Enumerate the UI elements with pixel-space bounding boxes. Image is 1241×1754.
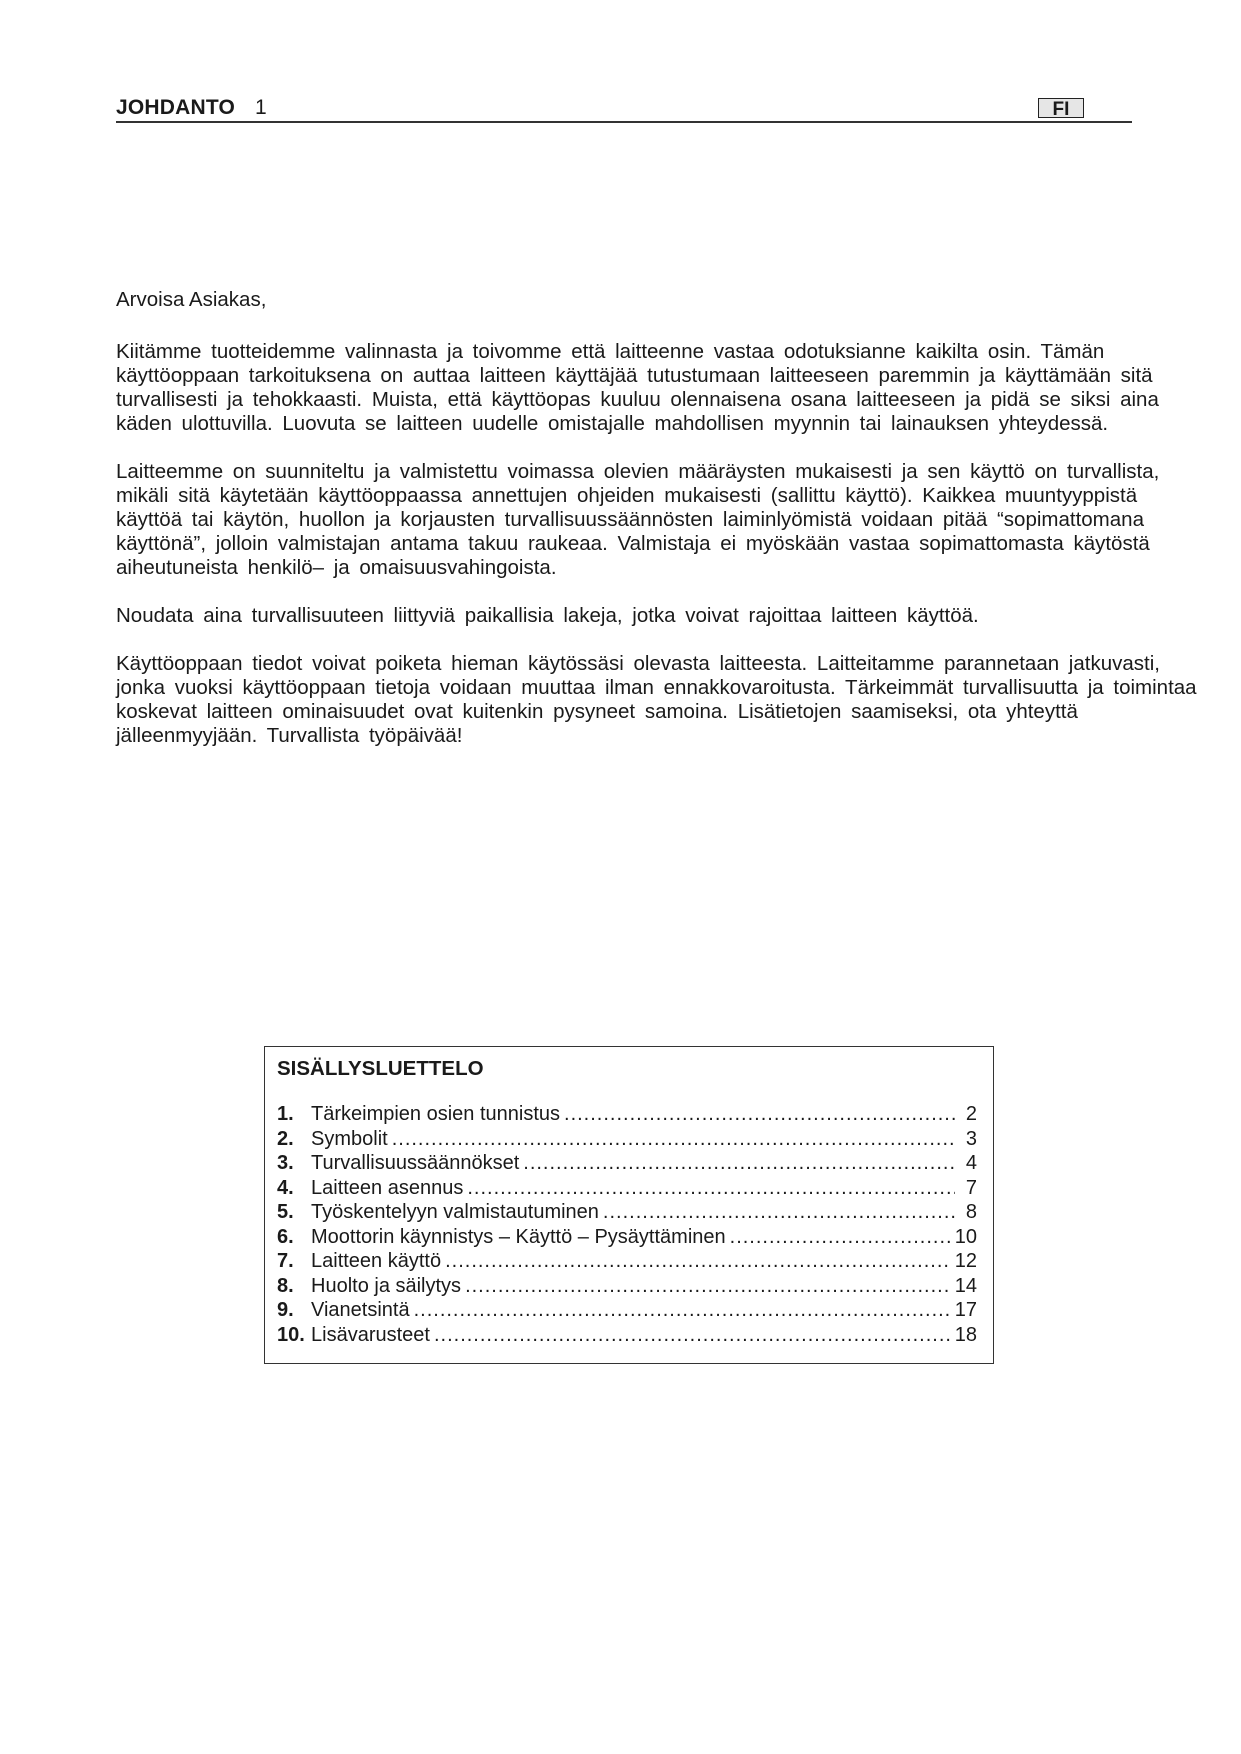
toc-title: SISÄLLYSLUETTELO <box>277 1057 484 1080</box>
toc-entry-page: 18 <box>954 1323 977 1346</box>
toc-entry-2[interactable] <box>277 1128 977 1153</box>
toc-entry-page: 7 <box>965 1176 977 1199</box>
header-divider <box>116 121 1132 123</box>
toc-entry-number: 4. <box>277 1176 294 1199</box>
toc-entry-number: 8. <box>277 1274 294 1297</box>
toc-entry-label: Moottorin käynnistys – Käyttö – Pysäyttäminen <box>311 1225 726 1248</box>
toc-entry-7[interactable] <box>277 1250 977 1275</box>
toc-entry-number: 7. <box>277 1250 294 1272</box>
toc-entry-number: 1. <box>277 1103 294 1125</box>
salutation: Arvoisa Asiakas, <box>116 288 267 311</box>
toc-entry-page: 8 <box>965 1201 977 1223</box>
toc-leader-dots <box>564 1103 955 1126</box>
toc-entry-label: Lisävarusteet <box>311 1323 430 1346</box>
intro-paragraph-3: Noudata aina turvallisuuteen liittyviä paikallisia lakeja, jotka voivat rajoittaa laitteen käyttöä. <box>116 604 979 627</box>
toc-entry-page: 10 <box>954 1225 977 1248</box>
toc-entry-page: 14 <box>954 1274 977 1297</box>
toc-entry-number: 5. <box>277 1201 294 1223</box>
section-title: JOHDANTO <box>116 96 236 119</box>
toc-entry-page: 17 <box>954 1299 977 1321</box>
toc-entry-number: 2. <box>277 1127 294 1150</box>
toc-leader-dots <box>392 1128 955 1151</box>
toc-leader-dots <box>467 1177 955 1200</box>
toc-entry-page: 12 <box>954 1250 977 1272</box>
toc-leader-dots <box>523 1152 955 1175</box>
toc-leader-dots <box>414 1299 951 1322</box>
toc-leader-dots <box>434 1324 951 1347</box>
toc-entry-label: Laitteen asennus <box>311 1176 464 1199</box>
intro-text <box>116 288 1206 772</box>
toc-entry-label: Tärkeimpien osien tunnistus <box>311 1103 561 1125</box>
toc-entry-4[interactable] <box>277 1177 977 1202</box>
intro-paragraph-1: Kiitämme tuotteidemme valinnasta ja toivomme että laitteenne vastaa odotuksianne kaikilta osin. Tämän käyttöoppaan tarkoituksena on auttaa laitteen käyttäjää tutustumaan laitteeseen paremmin ja käyttämään sitä turvallisesti ja tehokkaasti. Muista, että käyttöopas kuuluu olennaisena osana laitteeseen ja pidä se siksi aina käden ulottuvilla. Luovuta se laitteen uudelle omistajalle mahdollisen myynnin tai lainauksen yhteydessä. <box>116 340 1159 435</box>
toc-entry-5[interactable] <box>277 1201 977 1226</box>
intro-paragraph-2: Laitteemme on suunniteltu ja valmistettu voimassa olevien määräysten mukaisesti ja sen käyttö on turvallista, mikäli sitä käytetään käyttöoppaassa annettujen ohjeiden mukaisesti (sallittu käyttö). Kaikkea muuntyyppistä käyttöä tai käytön, huollon ja korjausten turvallisuussäännösten laiminlyömistä voidaan pitää “sopimattomana käyttönä”, jolloin valmistajan antama takuu raukeaa. Valmistaja ei myöskään vastaa sopimattomasta käytöstä aiheutuneista henkilö– ja omaisuusvahingoista. <box>116 460 1160 579</box>
toc-entry-page: 2 <box>965 1103 977 1125</box>
toc-list <box>277 1103 977 1348</box>
toc-leader-dots <box>445 1250 951 1273</box>
toc-entry-number: 10. <box>277 1323 305 1346</box>
toc-entry-label: Symbolit <box>311 1127 388 1150</box>
language-badge: FI <box>1038 98 1084 118</box>
toc-entry-number: 3. <box>277 1152 294 1174</box>
toc-entry-label: Huolto ja säilytys <box>311 1274 462 1297</box>
intro-paragraph-4: Käyttöoppaan tiedot voivat poiketa hieman käytössäsi olevasta laitteesta. Laitteitamme parannetaan jatkuvasti, jonka vuoksi käyttöoppaan tietoja voidaan muuttaa ilman ennakkovaroitusta. Tärkeimmät turvallisuutta ja toimintaa koskevat laitteen ominaisuudet ovat kuitenkin pysyneet samoina. Lisätietojen saamiseksi, ota yhteyttä jälleenmyyjään. Turvallista työpäivää! <box>116 652 1197 747</box>
page-header <box>116 94 1132 122</box>
toc-leader-dots <box>465 1275 951 1298</box>
page-number: 1 <box>255 96 267 119</box>
toc-entry-1[interactable] <box>277 1103 977 1128</box>
toc-entry-number: 9. <box>277 1299 294 1321</box>
toc-entry-page: 3 <box>965 1127 977 1150</box>
toc-entry-6[interactable] <box>277 1226 977 1251</box>
table-of-contents <box>264 1046 994 1364</box>
toc-entry-label: Vianetsintä <box>311 1299 410 1321</box>
toc-entry-9[interactable] <box>277 1299 977 1324</box>
toc-entry-page: 4 <box>965 1152 977 1174</box>
toc-entry-label: Turvallisuussäännökset <box>311 1152 520 1174</box>
toc-entry-number: 6. <box>277 1225 294 1248</box>
toc-leader-dots <box>730 1226 951 1249</box>
toc-entry-8[interactable] <box>277 1275 977 1300</box>
toc-leader-dots <box>603 1201 955 1224</box>
toc-entry-10[interactable] <box>277 1324 977 1349</box>
toc-entry-label: Työskentelyyn valmistautuminen <box>311 1201 599 1223</box>
toc-entry-label: Laitteen käyttö <box>311 1250 442 1272</box>
toc-entry-3[interactable] <box>277 1152 977 1177</box>
